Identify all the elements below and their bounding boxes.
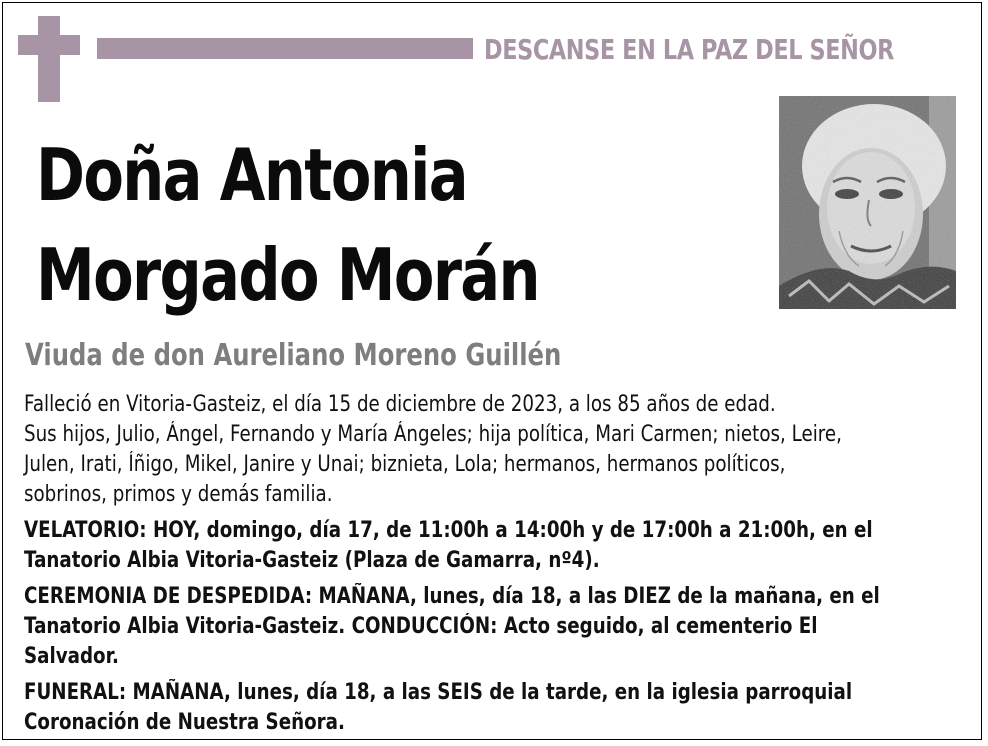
velatorio-line: VELATORIO: HOY, domingo, día 17, de 11:00h a 14:00h y de 17:00h a 21:00h, en el <box>24 518 873 543</box>
header-rule <box>97 38 473 59</box>
family-line: Julen, Irati, Íñigo, Mikel, Janire y Unai; biznieta, Lola; hermanos, hermanos políticos, <box>24 452 786 477</box>
death-announcement: Falleció en Vitoria-Gasteiz, el día 15 de diciembre de 2023, a los 85 años de edad. <box>24 392 776 417</box>
family-line: Sus hijos, Julio, Ángel, Fernando y María Ángeles; hija política, Mari Carmen; nietos, Leire, <box>24 422 842 447</box>
deceased-name-line-2: Morgado Morán <box>36 233 539 317</box>
widow-subtitle: Viuda de don Aureliano Moreno Guillén <box>25 338 562 373</box>
latin-cross-icon-arm <box>18 35 80 55</box>
funeral-line: FUNERAL: MAÑANA, lunes, día 18, a las SEIS de la tarde, en la iglesia parroquial <box>24 680 853 705</box>
ceremonia-line: Salvador. <box>24 644 119 669</box>
latin-cross-icon <box>38 16 60 102</box>
velatorio-line: Tanatorio Albia Vitoria-Gasteiz (Plaza de Gamarra, nº4). <box>24 548 600 573</box>
portrait-sketch <box>779 96 956 309</box>
portrait-photo <box>779 96 956 309</box>
ceremonia-line: CEREMONIA DE DESPEDIDA: MAÑANA, lunes, día 18, a las DIEZ de la mañana, en el <box>24 584 880 609</box>
funeral-line: Coronación de Nuestra Señora. <box>24 710 345 735</box>
deceased-name-line-1: Doña Antonia <box>36 133 467 217</box>
family-line: sobrinos, primos y demás familia. <box>24 482 333 507</box>
ceremonia-line: Tanatorio Albia Vitoria-Gasteiz. CONDUCCIÓN: Acto seguido, al cementerio El <box>24 614 818 639</box>
header-title: DESCANSE EN LA PAZ DEL SEÑOR <box>484 33 895 66</box>
